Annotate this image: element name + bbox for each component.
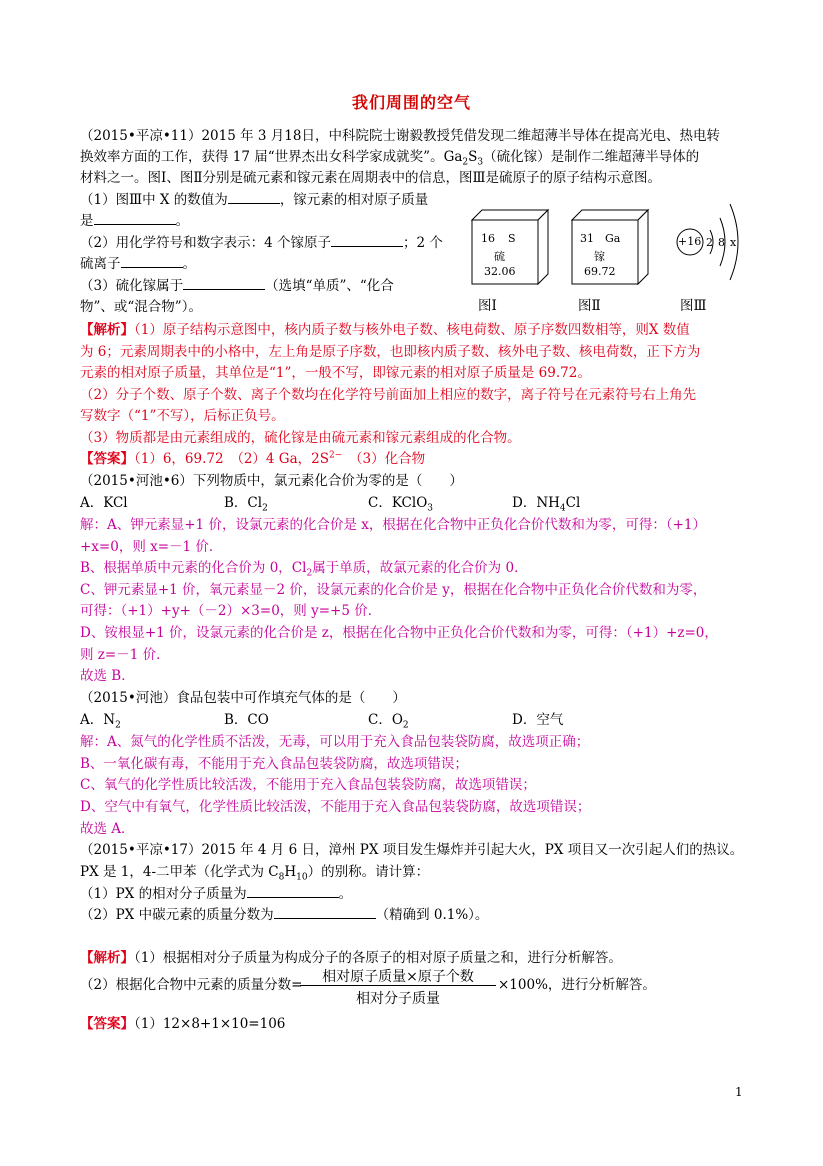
shell1-electrons: 2 (706, 236, 713, 249)
q3-stem: （2015•河池）食品包装中可作填充气体的是（ ） (80, 690, 406, 706)
sulfur-mass: 32.06 (484, 265, 516, 278)
q1-analysis-line3: 元素的相对原子质量，其单位是“1”，一般不写，即镓元素的相对原子质量是 69.72。 (80, 365, 591, 381)
figure3-caption: 图Ⅲ (680, 298, 707, 314)
q3-option-d[interactable]: D．空气 (512, 712, 564, 728)
q4-part2: （2）PX 中碳元素的质量分数为 （精确到 0.1%）。 (80, 907, 489, 923)
shell3-electrons: x (730, 236, 737, 249)
gallium-number: 31 (580, 232, 594, 245)
q4-line1: （2015•平凉•17）2015 年 4 月 6 日，漳州 PX 项目发生爆炸并引起大火，PX 项目又一次引起人们的热议。 (80, 842, 744, 858)
q4-line2: PX 是 1，4-二甲苯（化学式为 $C_8H_{10}$）的别称。请计算： (80, 864, 430, 883)
q2-option-c[interactable]: C．KClO$_3$ (368, 495, 434, 514)
q3-option-c[interactable]: C．$O_2$ (368, 712, 409, 731)
q1-analysis-line4: （2）分子个数、原子个数、离子个数均在化学符号前面加上相应的数字，离子符号在元素符号右上角先 (80, 387, 697, 403)
q1-part2: （2）用化学符号和数字表示：4 个镓原子 ；2 个 (80, 235, 443, 251)
q2-solution-line5: 可得：（+1）+y+（－2）×3=0，则 y=+5 价． (80, 603, 382, 619)
q2-solution-line1: 解：A、钾元素显+1 价，设氯元素的化合价是 x，根据在化合物中正负化合价代数和为零，可得：（+1） (80, 517, 706, 533)
q1-answer: 【答案】（1）6，69.72 （2）4 Ga，$2S^{2-}$ （3）化合物 (80, 450, 426, 467)
answer-blank[interactable] (121, 254, 183, 268)
q2-solution-line2: +x=0，则 x=－1 价． (80, 539, 223, 555)
q2-option-b[interactable]: B．$Cl_2$ (224, 495, 268, 514)
q3-solution-line5: 故选 A． (80, 821, 135, 837)
q4-analysis-line2: （2）根据化合物中元素的质量分数= (80, 977, 303, 993)
answer-blank[interactable] (183, 276, 265, 290)
gallium-symbol: Ga (605, 232, 621, 245)
q3-solution-line4: D、空气中有氧气，化学性质比较活泼，不能用于充入食品包装袋防腐，故选项错误； (80, 799, 591, 815)
answer-blank[interactable] (94, 211, 176, 225)
q2-option-a[interactable]: A．KCl (80, 495, 128, 511)
q3-solution-line2: B、一氧化碳有毒，不能用于充入食品包装袋防腐，故选项错误； (80, 756, 468, 772)
fraction-bar (300, 985, 496, 986)
q2-solution-line3: B、根据单质中元素的化合价为 0，$Cl_2$属于单质，故氯元素的化合价为 0． (80, 560, 528, 579)
q1-line2: 换效率方面的工作，获得 17 届“世界杰出女科学家成就奖”。$Ga_2S_3$（硫化镓）是制作二维超薄半导体的 (80, 149, 700, 168)
q4-part1: （1）PX 的相对分子质量为 。 (80, 886, 353, 902)
gallium-mass: 69.72 (584, 265, 616, 278)
q2-stem: （2015•河池•6）下列物质中，氯元素化合价为零的是（ ） (80, 473, 463, 489)
answer-blank[interactable] (274, 905, 376, 919)
q1-part3-cont: 物”、或“混合物”）。 (80, 299, 202, 315)
q1-part1-cont: 是 。 (80, 213, 189, 229)
figure1-caption: 图Ⅰ (478, 298, 497, 314)
q2-solution-line6: D、铵根显+1 价，设氯元素的化合价是 z，根据在化合物中正负化合价代数和为零，可得：（+1）+z=0， (80, 625, 718, 641)
q4-analysis-line2-tail: ×100%，进行分析解答。 (498, 977, 656, 993)
q1-analysis-line6: （3）物质都是由元素组成的，硫化镓是由硫元素和镓元素组成的化合物。 (80, 430, 521, 446)
sulfur-number: 16 (481, 232, 495, 245)
fraction-numerator: 相对原子质量×原子个数 (322, 969, 474, 985)
shell2-electrons: 8 (718, 236, 725, 249)
q3-option-a[interactable]: A．$N_2$ (80, 712, 121, 731)
gallium-name: 镓 (594, 250, 605, 263)
page-title: 我们周围的空气 (351, 93, 471, 112)
q3-solution-line3: C、氧气的化学性质比较活泼，不能用于充入食品包装袋防腐，故选项错误； (80, 777, 536, 793)
q2-solution-line4: C、钾元素显+1 价，氧元素显－2 价，设氯元素的化合价是 y，根据在化合物中正负化合价代数和为零， (80, 582, 707, 598)
q2-option-d[interactable]: D．$NH_4Cl$ (512, 495, 581, 514)
sulfur-symbol: S (508, 232, 516, 245)
q3-solution-line1: 解：A、氮气的化学性质不活泼，无毒，可以用于充入食品包装袋防腐，故选项正确； (80, 734, 590, 750)
q1-analysis-line2: 为 6；元素周期表中的小格中，左上角是原子序数，也即核内质子数、核外电子数、核电荷数，正下方为 (80, 344, 701, 360)
q1-part3: （3）硫化镓属于 （选填“单质”、“化合 (80, 278, 394, 294)
q1-part2-cont: 硫离子 。 (80, 256, 196, 272)
answer-blank[interactable] (228, 190, 280, 204)
q1-line3: 材料之一。图Ⅰ、图Ⅱ分别是硫元素和镓元素在周期表中的信息，图Ⅲ是硫原子的原子结构示意图。 (80, 170, 662, 186)
q2-solution-line8: 故选 B． (80, 668, 135, 684)
figure2-caption: 图Ⅱ (578, 298, 601, 314)
q1-analysis-line5: 写数字（“1”不写），后标正负号。 (80, 408, 285, 424)
sulfur-name: 硫 (494, 250, 505, 263)
q4-answer: 【答案】（1）12×8+1×10=106 (80, 1016, 286, 1032)
answer-blank[interactable] (331, 233, 403, 247)
q2-solution-line7: 则 z=－1 价． (80, 647, 170, 663)
q3-option-b[interactable]: B．CO (224, 712, 269, 728)
answer-blank[interactable] (247, 884, 339, 898)
q1-analysis-line1: 【解析】（1）原子结构示意图中，核内质子数与核外电子数、核电荷数、原子序数四数相等，则X 数值 (80, 322, 690, 338)
q1-line1: （2015•平凉•11）2015 年 3 月18日，中科院院士谢毅教授凭借发现二维超薄半导体在提高光电、热电转 (80, 128, 720, 144)
fraction-denominator: 相对分子质量 (356, 991, 440, 1007)
page-number: 1 (735, 1085, 743, 1099)
q1-part1: （1）图Ⅲ中 X 的数值为 ，镓元素的相对原子质量 (80, 192, 429, 208)
q4-analysis-line1: 【解析】（1）根据相对分子质量为构成分子的各原子的相对原子质量之和，进行分析解答。 (80, 950, 622, 966)
nucleus-charge: +16 (678, 235, 702, 248)
